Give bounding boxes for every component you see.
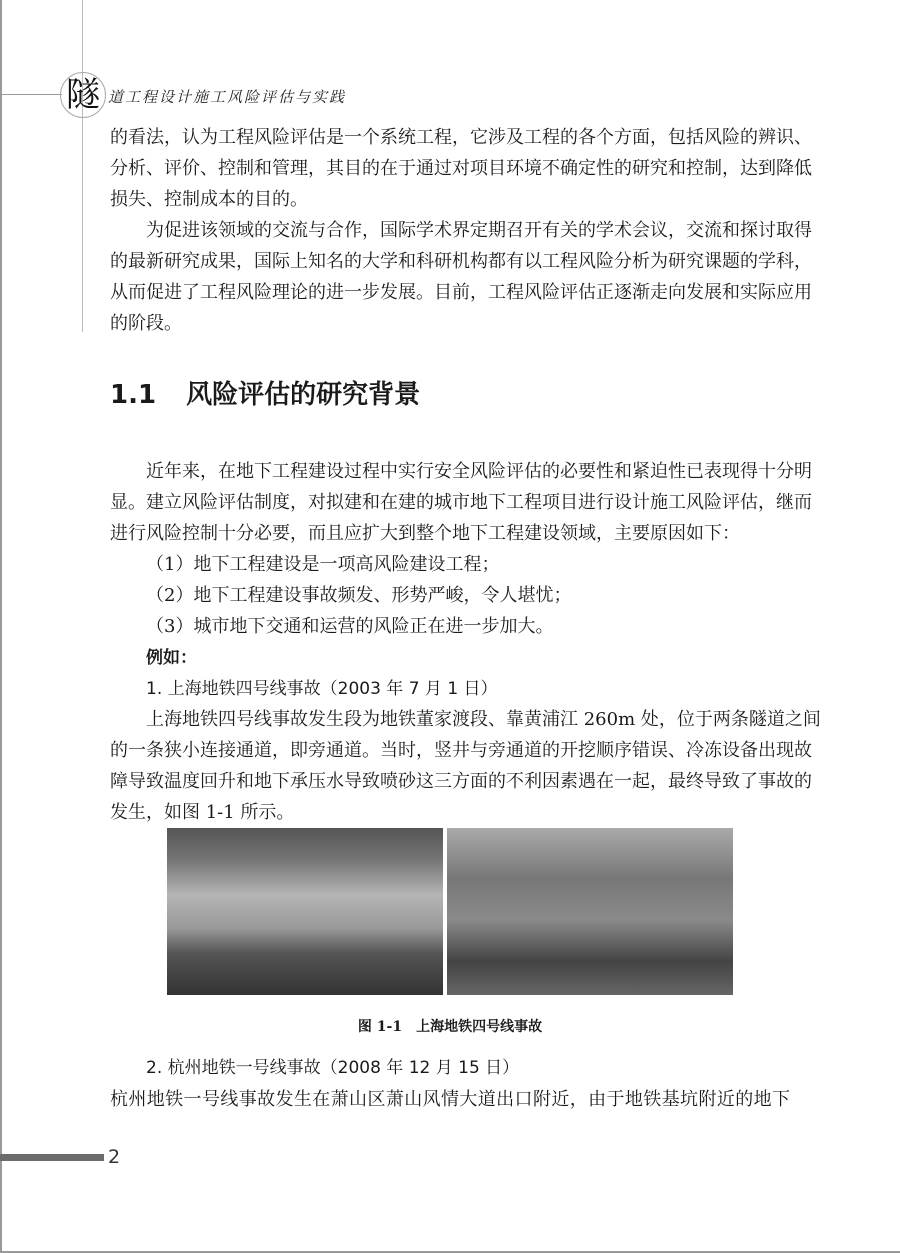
text-line: 障导致温度回升和地下承压水导致喷砂这三方面的不利因素遇在一起，最终导致了事故的 bbox=[110, 771, 812, 792]
text-line: 发生，如图 1-1 所示。 bbox=[110, 802, 295, 823]
text-line: 进行风险控制十分必要，而且应扩大到整个地下工程建设领域，主要原因如下： bbox=[110, 523, 740, 544]
subheading: 2. 杭州地铁一号线事故（2008 年 12 月 15 日） bbox=[146, 1058, 520, 1078]
section-number: 1.1 bbox=[110, 380, 157, 410]
text-line: 的阶段。 bbox=[110, 313, 182, 334]
text-line: 显。建立风险评估制度，对拟建和在建的城市地下工程项目进行设计施工风险评估，继而 bbox=[110, 492, 812, 513]
text-line: 近年来，在地下工程建设过程中实行安全风险评估的必要性和紧迫性已表现得十分明 bbox=[146, 461, 812, 482]
list-item: （3）城市地下交通和运营的风险正在进一步加大。 bbox=[146, 616, 554, 637]
text-line: 损失、控制成本的目的。 bbox=[110, 189, 308, 210]
page-border-left bbox=[0, 0, 2, 1251]
chapter-logo: 隧 bbox=[60, 72, 106, 118]
list-item: （2）地下工程建设事故频发、形势严峻，令人堪忧； bbox=[146, 585, 572, 606]
text-line: 上海地铁四号线事故发生段为地铁董家渡段、靠黄浦江 260m 处，位于两条隧道之间 bbox=[146, 709, 821, 730]
text-line: 分析、评价、控制和管理，其目的在于通过对项目环境不确定性的研究和控制，达到降低 bbox=[110, 158, 812, 179]
subheading: 1. 上海地铁四号线事故（2003 年 7 月 1 日） bbox=[146, 679, 498, 699]
figure-caption bbox=[0, 1016, 900, 1036]
text-line: 为促进该领域的交流与合作，国际学术界定期召开有关的学术会议，交流和探讨取得 bbox=[146, 220, 812, 241]
accident-photo-left bbox=[167, 828, 443, 995]
section-heading bbox=[110, 374, 420, 411]
text-line: 的最新研究成果，国际上知名的大学和科研机构都有以工程风险分析为研究课题的学科， bbox=[110, 251, 812, 272]
accident-photo-right bbox=[447, 828, 733, 995]
margin-rule bbox=[82, 0, 83, 332]
text-line: 的看法，认为工程风险评估是一个系统工程，它涉及工程的各个方面，包括风险的辨识、 bbox=[110, 127, 812, 148]
running-title: 道工程设计施工风险评估与实践 bbox=[108, 88, 347, 106]
text-line: 杭州地铁一号线事故发生在萧山区萧山风情大道出口附近，由于地铁基坑附近的地下 bbox=[110, 1089, 790, 1110]
section-title: 风险评估的研究背景 bbox=[186, 380, 421, 410]
text-line: 从而促进了工程风险理论的进一步发展。目前，工程风险评估正逐渐走向发展和实际应用 bbox=[110, 282, 812, 303]
page-number-bar bbox=[0, 1154, 104, 1161]
list-item: （1）地下工程建设是一项高风险建设工程； bbox=[146, 554, 500, 575]
page-number: 2 bbox=[108, 1146, 121, 1168]
header-rule bbox=[0, 94, 62, 95]
figure-label: 图 1-1 bbox=[357, 1019, 403, 1035]
text-line: 的一条狭小连接通道，即旁通道。当时，竖井与旁通道的开挖顺序错误、冷冻设备出现故 bbox=[110, 740, 812, 761]
example-label: 例如： bbox=[146, 648, 197, 668]
figure-title: 上海地铁四号线事故 bbox=[416, 1019, 543, 1035]
